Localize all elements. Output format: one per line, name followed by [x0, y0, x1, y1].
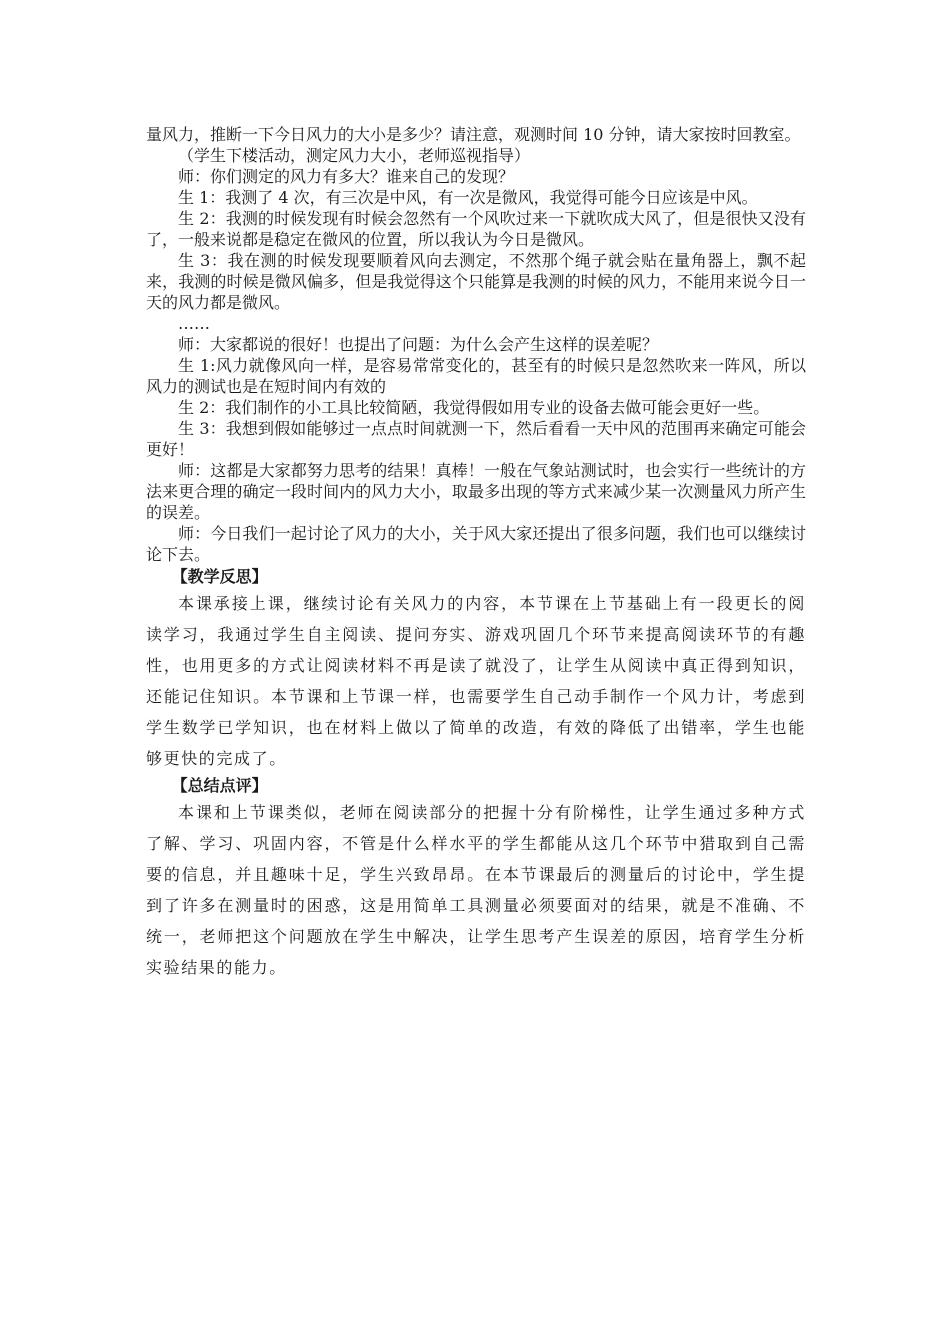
paragraph-student-3: 生 3：我在测的时候发现要顺着风向去测定，不然那个绳子就会贴在量角器上，飘不起来，我测的时候是微风偏多，但是我觉得这个只能算是我测的时候的风力，不能用来说今日一天的风力都是微风。	[146, 251, 806, 312]
document-body	[146, 124, 806, 983]
paragraph-teacher-error-question: 师：大家都说的很好！也提出了问题：为什么会产生这样的误差呢？	[178, 335, 659, 354]
paragraph-activity-note: （学生下楼活动，测定风力大小，老师巡视指导）	[178, 146, 531, 165]
paragraph-teacher-closing: 师：今日我们一起讨论了风力的大小，关于风大家还提出了很多问题，我们也可以继续讨论下去。	[146, 524, 806, 564]
summary-text: 本课和上节课类似，老师在阅读部分的把握十分有阶梯性，让学生通过多种方式了解、学习、巩固内容，不管是什么样水平的学生都能从这几个环节中猎取到自己需要的信息，并且趣味十足，学生兴致昂昂。在本节课最后的测量后的讨论中，学生提到了许多在测量时的困惑，这是用简单工具测量必须要面对的结果，就是不准确、不统一，老师把这个问题放在学生中解决，让学生思考产生误差的原因，培育学生分析实验结果的能力。	[146, 803, 806, 977]
paragraph-teacher-question: 师：你们测定的风力有多大？谁来自己的发现？	[178, 167, 515, 186]
reflection-text: 本课承接上课，继续讨论有关风力的内容，本节课在上节基础上有一段更长的阅读学习，我通过学生自主阅读、提问夯实、游戏巩固几个环节来提高阅读环节的有趣性，也用更多的方式让阅读材料不再是读了就没了，让学生从阅读中真正得到知识，还能记住知识。本节课和上节课一样，也需要学生自己动手制作一个风力计，考虑到学生数学已学知识，也在材料上做以了简单的改造，有效的降低了出错率，学生也能够更快的完成了。	[146, 594, 806, 768]
paragraph-ellipsis: ……	[178, 314, 210, 333]
paragraph-teacher-praise: 师：这都是大家都努力思考的结果！真棒！一般在气象站测试时，也会实行一些统计的方法来更合理的确定一段时间内的风力大小，取最多出现的等方式来减少某一次测量风力所产生的误差。	[146, 461, 806, 522]
reflection-heading: 【教学反思】	[171, 567, 268, 586]
paragraph-student-2-answer: 生 2：我们制作的小工具比较简陋，我觉得假如用专业的设备去做可能会更好一些。	[178, 398, 770, 417]
paragraph-student-3-answer: 生 3：我想到假如能够过一点点时间就测一下，然后看看一天中风的范围再来确定可能会更好！	[146, 419, 806, 459]
summary-heading: 【总结点评】	[171, 776, 268, 795]
paragraph-student-1-answer: 生 1:风力就像风向一样，是容易常常变化的，甚至有的时候只是忽然吹来一阵风，所以风力的测试也是在短时间内有效的	[146, 356, 806, 396]
paragraph-intro: 量风力，推断一下今日风力的大小是多少？请注意，观测时间 10 分钟，请大家按时回教室。	[146, 125, 801, 144]
paragraph-student-2: 生 2：我测的时候发现有时候会忽然有一个风吹过来一下就吹成大风了，但是很快又没有了，一般来说都是稳定在微风的位置，所以我认为今日是微风。	[146, 209, 806, 249]
paragraph-student-1: 生 1：我测了 4 次，有三次是中风，有一次是微风，我觉得可能今日应该是中风。	[178, 188, 758, 207]
